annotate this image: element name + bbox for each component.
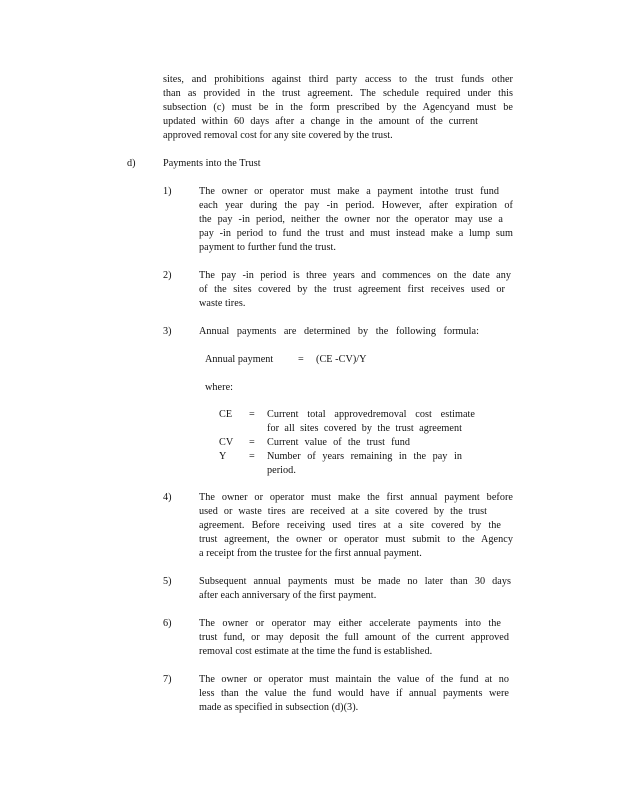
formula-definition: period.: [267, 465, 296, 476]
item-number: 5): [163, 576, 172, 587]
intro-line: than as provided in the trust agreement. The schedule required under this: [163, 88, 513, 99]
item-line: removal cost estimate at the time the fund is established.: [199, 646, 433, 657]
item-line: after each anniversary of the first payment.: [199, 590, 377, 601]
item-line: agreement. Before receiving used tires at a site covered by the: [199, 520, 501, 531]
item-line: waste tires.: [199, 298, 246, 309]
intro-line: updated within 60 days after a change in the amount of the current: [163, 116, 478, 127]
item-number: 3): [163, 326, 172, 337]
item-line: trust fund, or may deposit the full amount of the current approved: [199, 632, 509, 643]
item-line: payment to further fund the trust.: [199, 242, 336, 253]
item-line: the pay -in period, neither the owner nor the operator may use a: [199, 214, 503, 225]
intro-line: subsection (c) must be in the form prescribed by the Agencyand must be: [163, 102, 513, 113]
formula-symbol: Y: [219, 451, 227, 462]
item-number: 7): [163, 674, 172, 685]
item-line: of the sites covered by the trust agreement first receives used or: [199, 284, 505, 295]
item-line: trust agreement, the owner or operator must submit to the Agency: [199, 534, 513, 545]
formula-definition: Current total approvedremoval cost estimate: [267, 409, 475, 420]
item-line: The pay -in period is three years and commences on the date any: [199, 270, 511, 281]
formula-equals: =: [298, 354, 304, 365]
formula-definition: Number of years remaining in the pay in: [267, 451, 462, 462]
item-number: 6): [163, 618, 172, 629]
formula-rhs: (CE -CV)/Y: [316, 354, 367, 365]
formula-definition: for all sites covered by the trust agreement: [267, 423, 462, 434]
section-heading: Payments into the Trust: [163, 158, 261, 169]
item-line: Annual payments are determined by the following formula:: [199, 326, 479, 337]
item-line: less than the value the fund would have if annual payments were: [199, 688, 509, 699]
item-line: a receipt from the trustee for the first annual payment.: [199, 548, 422, 559]
intro-line: sites, and prohibitions against third party access to the trust funds other: [163, 74, 513, 85]
item-number: 2): [163, 270, 172, 281]
formula-where: where:: [205, 382, 234, 393]
formula-equals: =: [249, 451, 255, 462]
item-line: The owner or operator must make a payment intothe trust fund: [199, 186, 499, 197]
formula-symbol: CV: [219, 437, 234, 448]
section-label: d): [127, 158, 136, 169]
item-number: 1): [163, 186, 172, 197]
formula-equals: =: [249, 437, 255, 448]
intro-line: approved removal cost for any site covered by the trust.: [163, 130, 393, 141]
item-line: The owner or operator must make the first annual payment before: [199, 492, 513, 503]
item-line: The owner or operator must maintain the value of the fund at no: [199, 674, 509, 685]
item-line: used or waste tires are received at a site covered by the trust: [199, 506, 487, 517]
formula-equals: =: [249, 409, 255, 420]
formula-definition: Current value of the trust fund: [267, 437, 410, 448]
item-line: pay -in period to fund the trust and must instead make a lump sum: [199, 228, 513, 239]
item-number: 4): [163, 492, 172, 503]
item-line: each year during the pay -in period. However, after expiration of: [199, 200, 513, 211]
formula-lhs: Annual payment: [205, 354, 274, 365]
item-line: The owner or operator may either accelerate payments into the: [199, 618, 501, 629]
formula-symbol: CE: [219, 409, 233, 420]
item-line: Subsequent annual payments must be made no later than 30 days: [199, 576, 511, 587]
item-line: made as specified in subsection (d)(3).: [199, 702, 359, 713]
